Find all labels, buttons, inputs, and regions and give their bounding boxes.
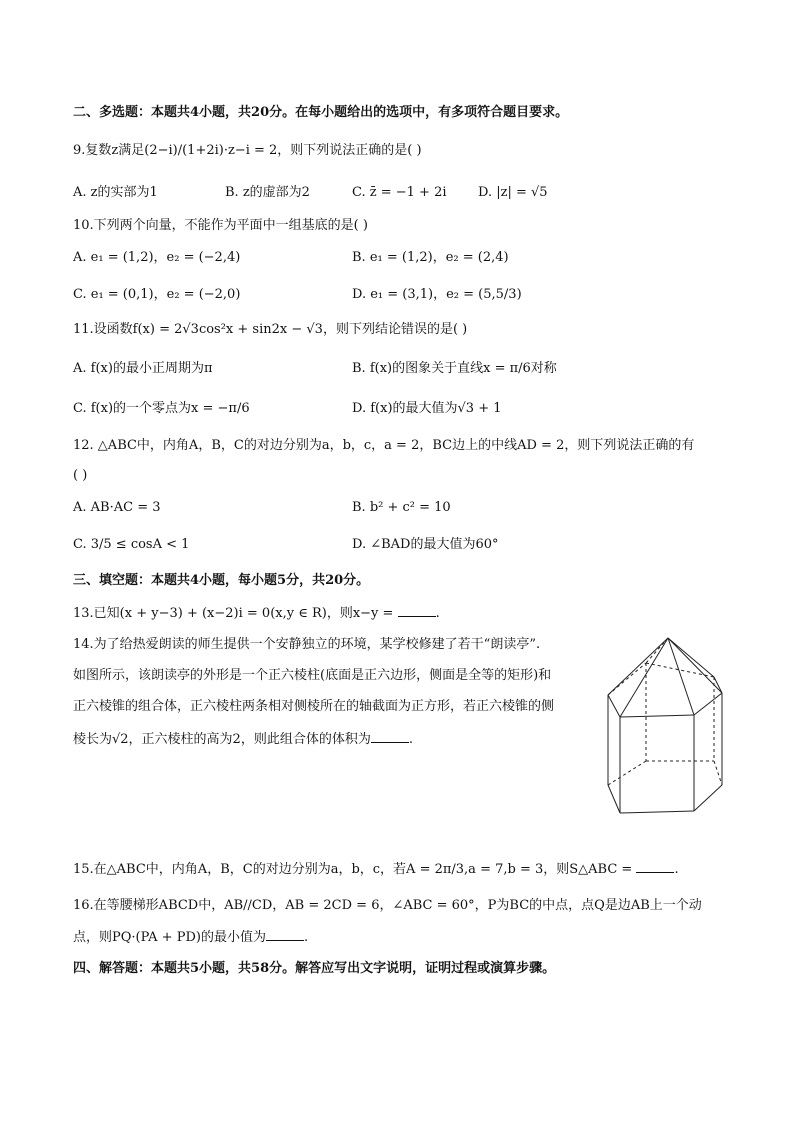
q9-option-b: B. z的虚部为2	[225, 185, 310, 200]
q11-stem: 11.设函数f(x) = 2√3cos²x + sin2x − √3，则下列结论错误的是( )	[73, 322, 468, 337]
q12-option-d: D. ∠BAD的最大值为60°	[352, 537, 499, 552]
q12-option-a: A. AB·AC = 3	[73, 500, 161, 515]
bottom-hexagon-hidden-edge	[714, 761, 722, 785]
q16-line-1: 16.在等腰梯形ABCD中，AB//CD，AB = 2CD = 6，∠ABC = 60°，P为BC的中点，点Q是边AB上一个动	[73, 898, 702, 913]
q12-stem: 12. △ABC中，内角A，B，C的对边分别为a，b，c，a = 2，BC边上的中线AD = 2，则下列说法正确的有	[73, 438, 695, 453]
q13-tail: .	[435, 606, 440, 621]
q14-line-4	[73, 730, 413, 749]
q13	[73, 604, 440, 623]
answer-blank	[371, 730, 409, 743]
q14-line-1: 14.为了给热爱朗读的师生提供一个安静独立的环境，某学校修建了若干“朗读亭”.	[73, 637, 541, 652]
q10-option-a: A. e₁ = (1,2)，e₂ = (−2,4)	[73, 250, 241, 265]
top-hexagon-edge	[608, 695, 620, 717]
q9-option-c: C. z̄ = −1 + 2i	[352, 185, 447, 200]
q9-option-d: D. |z| = √5	[478, 185, 548, 200]
pyramid-edge	[620, 638, 668, 717]
top-hexagon-edge	[620, 715, 694, 717]
bottom-hexagon-edge	[694, 785, 722, 811]
q11-option-a: A. f(x)的最小正周期为π	[73, 361, 213, 376]
q11-option-d: D. f(x)的最大值为√3 + 1	[352, 401, 502, 416]
top-hexagon-edge	[694, 693, 722, 715]
q11-option-b: B. f(x)的图象关于直线x = π/6对称	[352, 361, 557, 376]
q16-line-2-text: 点，则PQ·(PA + PD)的最小值为	[73, 930, 266, 945]
bottom-hexagon-hidden-edge	[608, 761, 646, 785]
answer-blank	[636, 860, 674, 873]
q12-option-b: B. b² + c² = 10	[352, 500, 451, 515]
q15-tail: .	[674, 862, 679, 877]
q15-text: 15.在△ABC中，内角A，B，C的对边分别为a，b，c，若A = 2π/3,a = 7,b = 3，则S△ABC =	[73, 862, 633, 877]
q12-option-c: C. 3/5 ≤ cosA < 1	[73, 537, 190, 552]
q13-text: 13.已知(x + y−3) + (x−2)i = 0(x,y ∈ R)，则x−y =	[73, 606, 394, 621]
q14-tail: .	[408, 732, 413, 747]
q10-stem: 10.下列两个向量，不能作为平面中一组基底的是( )	[73, 218, 368, 233]
q9-stem: 9.复数z满足(2−i)/(1+2i)·z−i = 2，则下列说法正确的是( )	[73, 143, 422, 158]
q10-option-c: C. e₁ = (0,1)，e₂ = (−2,0)	[73, 287, 241, 302]
q10-option-b: B. e₁ = (1,2)，e₂ = (2,4)	[352, 250, 509, 265]
q10-option-d: D. e₁ = (3,1)，e₂ = (5,5/3)	[352, 287, 522, 302]
q12-stem-paren: ( )	[73, 468, 88, 483]
q9-option-a: A. z的实部为1	[73, 185, 158, 200]
fill-blank-heading: 三、填空题：本题共4小题，每小题5分，共20分。	[73, 573, 370, 588]
multi-choice-heading: 二、多选题：本题共4小题，共20分。在每小题给出的选项中，有多项符合题目要求。	[73, 105, 569, 120]
q11-option-c: C. f(x)的一个零点为x = −π/6	[73, 401, 250, 416]
q14-line-3: 正六棱锥的组合体，正六棱柱两条相对侧棱所在的轴截面为正方形，若正六棱锥的侧	[73, 699, 555, 714]
q14-line-4-text: 棱长为√2，正六棱柱的高为2，则此组合体的体积为	[73, 732, 371, 747]
answer-blank	[398, 604, 436, 617]
q16-line-2	[73, 928, 308, 947]
bottom-hexagon-edge	[608, 785, 620, 813]
q16-tail: .	[303, 930, 309, 945]
q14-line-2: 如图所示，该朗读亭的外形是一个正六棱柱(底面是正六边形，侧面是全等的矩形)和	[73, 668, 552, 683]
answer-blank	[266, 928, 304, 941]
solve-heading: 四、解答题：本题共5小题，共58分。解答应写出文字说明，证明过程或演算步骤。	[73, 961, 556, 976]
bottom-hexagon-edge	[620, 811, 694, 813]
top-hexagon-hidden-edge	[608, 663, 646, 695]
top-hexagon-edge	[714, 677, 722, 693]
reading-pavilion-figure	[606, 633, 726, 815]
q15	[73, 860, 679, 879]
